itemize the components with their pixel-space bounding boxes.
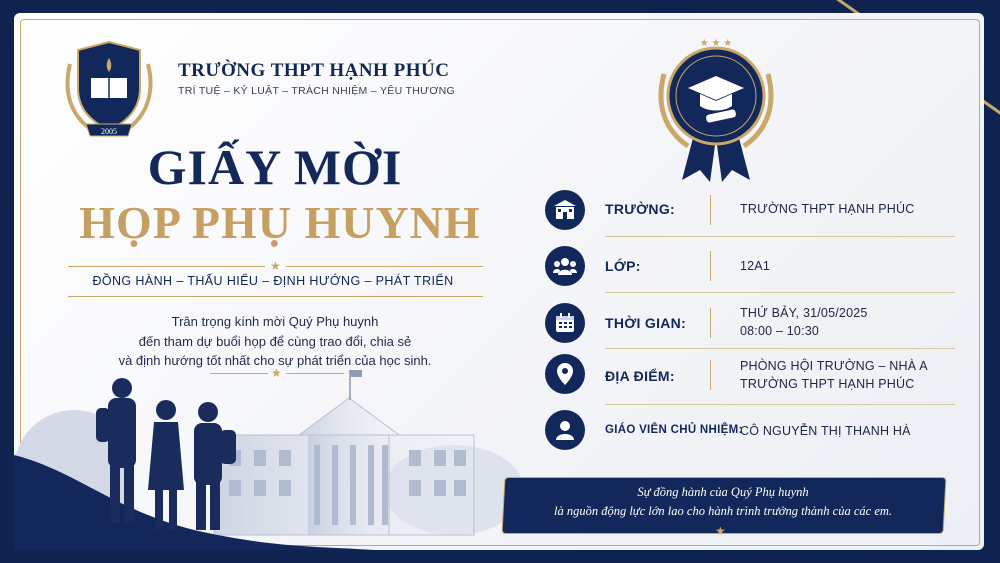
gold-divider <box>210 373 268 374</box>
gold-divider <box>68 296 483 297</box>
row-separator <box>605 348 955 349</box>
info-row-class <box>545 242 955 290</box>
school-scene-illustration <box>14 360 534 550</box>
title-line-1: GIẤY MỜI <box>147 139 403 195</box>
column-divider <box>710 195 711 225</box>
info-label-location: ĐỊA ĐIỂM: <box>605 368 675 384</box>
gold-divider <box>286 266 483 267</box>
row-separator <box>605 404 955 405</box>
info-label-school: TRƯỜNG: <box>605 201 675 217</box>
info-row-school <box>545 186 955 234</box>
column-divider <box>710 360 711 390</box>
info-value-school: TRƯỜNG THPT HẠNH PHÚC <box>740 202 915 216</box>
quote-line-2: là nguồn động lực lớn lao cho hành trình trưởng thành của các em. <box>553 504 893 518</box>
invitation-text <box>70 312 480 371</box>
invitation-line-3: và định hướng tốt nhất cho sự phát triển của học sinh. <box>118 353 432 368</box>
info-label-class: LỚP: <box>605 258 641 274</box>
column-divider <box>710 251 711 281</box>
info-value-teacher: CÔ NGUYỄN THỊ THANH HÀ <box>740 424 911 438</box>
row-separator <box>605 292 955 293</box>
info-label-teacher: GIÁO VIÊN CHỦ NHIỆM: <box>605 424 743 436</box>
info-value-hours: 08:00 – 10:30 <box>740 324 820 338</box>
school-motto: TRÍ TUỆ – KỶ LUẬT – TRÁCH NHIỆM – YÊU THƯƠNG <box>178 85 456 97</box>
info-row-time <box>545 298 955 348</box>
quote-line-1: Sự đồng hành của Quý Phụ huynh <box>637 485 809 499</box>
info-label-time: THỜI GIAN: <box>605 315 687 331</box>
calendar-icon <box>545 303 585 343</box>
info-row-teacher <box>545 408 955 456</box>
column-divider <box>710 308 711 338</box>
school-emblem-logo <box>56 38 162 140</box>
info-value-class: 12A1 <box>740 259 770 273</box>
gold-divider <box>68 266 265 267</box>
title-line-2: HỌP PHỤ HUYNH <box>79 197 481 248</box>
info-value-location-2: TRƯỜNG THPT HẠNH PHÚC <box>740 377 915 391</box>
info-value-location-1: PHÒNG HỘI TRƯỜNG – NHÀ A <box>740 359 928 373</box>
row-separator <box>605 236 955 237</box>
graduation-medal-badge <box>652 34 780 184</box>
school-building-icon <box>545 190 585 230</box>
slogan: ĐỒNG HÀNH – THẤU HIỂU – ĐỊNH HƯỚNG – PHÁT TRIỂN <box>92 274 454 288</box>
gold-divider <box>286 373 344 374</box>
info-row-location <box>545 354 955 404</box>
info-value-date: THỨ BẢY, 31/05/2025 <box>740 306 868 320</box>
school-name-header: TRƯỜNG THPT HẠNH PHÚC <box>178 60 450 81</box>
star-icon: ★ <box>271 366 282 380</box>
invitation-line-2: đến tham dự buổi họp để cùng trao đổi, chia sẻ <box>138 333 412 349</box>
star-icon: ★ <box>715 524 726 538</box>
quote-text <box>503 483 943 521</box>
emblem-year: 2005 <box>101 127 117 136</box>
invitation-line-1: Trân trọng kính mời Quý Phụ huynh <box>171 314 379 329</box>
star-icon: ★ <box>270 259 281 273</box>
svg-text:★ ★ ★: ★ ★ ★ <box>699 38 733 49</box>
person-icon <box>545 410 585 450</box>
location-pin-icon <box>545 354 585 394</box>
group-people-icon <box>545 246 585 286</box>
